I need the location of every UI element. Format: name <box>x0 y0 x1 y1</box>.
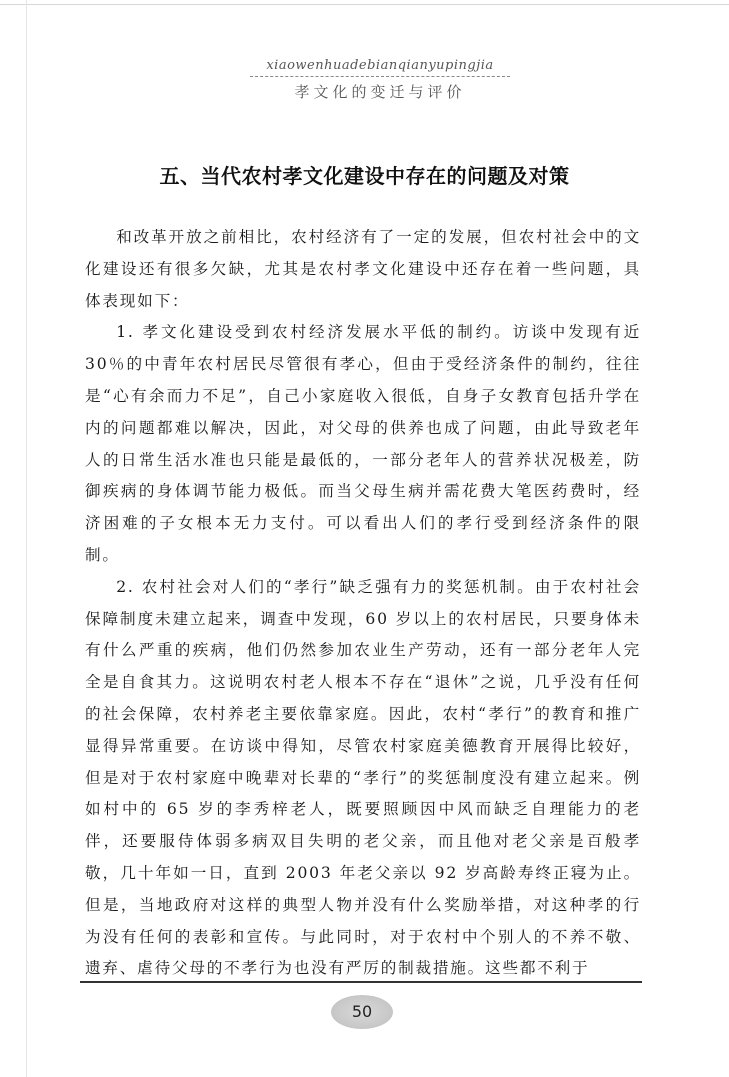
body-text <box>85 222 641 985</box>
paragraph-point-2: 2. 农村社会对人们的“孝行”缺乏强有力的奖惩机制。由于农村社会保障制度未建立起来，调查中发现，60 岁以上的农村居民，只要身体未有什么严重的疾病，他们仍然参加农业生产劳动，还有一部分老年人完全是自食其力。这说明农村老人根本不存在“退休”之说，几乎没有任何的社会保障，农村养老主要依靠家庭。因此，农村“孝行”的教育和推广显得异常重要。在访谈中得知，尽管农村家庭美德教育开展得比较好，但是对于农村家庭中晚辈对长辈的“孝行”的奖惩制度没有建立起来。例如村中的 65 岁的李秀梓老人，既要照顾因中风而缺乏自理能力的老伴，还要服侍体弱多病双目失明的老父亲，而且他对老父亲是百般孝敬，几十年如一日，直到 2003 年老父亲以 92 岁高龄寿终正寝为止。但是，当地政府对这样的典型人物并没有什么奖励举措，对这种孝的行为没有任何的表彰和宣传。与此同时，对于农村中个别人的不养不敬、遗弃、虐待父母的不孝行为也没有严厉的制裁措施。这些都不利于 <box>85 577 641 978</box>
section-heading: 五、当代农村孝文化建设中存在的问题及对策 <box>159 164 570 188</box>
running-header-title: 孝文化的变迁与评价 <box>294 83 466 101</box>
running-header-pinyin: xiaowenhuadebianqianyupingjia <box>250 58 510 77</box>
footer-rule <box>80 981 642 983</box>
top-border-line <box>0 4 729 5</box>
paragraph-intro: 和改革开放之前相比，农村经济有了一定的发展，但农村社会中的文化建设还有很多欠缺，尤其是农村孝文化建设中还存在着一些问题，具体表现如下： <box>85 228 641 310</box>
paragraph-point-1: 1. 孝文化建设受到农村经济发展水平低的制约。访谈中发现有近 30％的中青年农村居民尽管很有孝心，但由于受经济条件的制约，往往是“心有余而力不足”，自己小家庭收入很低，自身子女教育包括升学在内的问题都难以解决，因此，对父母的供养也成了问题，由此导致老年人的日常生活水准也只能是最低的，一部分老年人的营养状况极差，防御疾病的身体调节能力极低。而当父母生病并需花费大笔医药费时，经济困难的子女根本无力支付。可以看出人们的孝行受到经济条件的限制。 <box>85 323 641 564</box>
running-header <box>250 58 510 102</box>
page-number: 50 <box>331 995 393 1029</box>
